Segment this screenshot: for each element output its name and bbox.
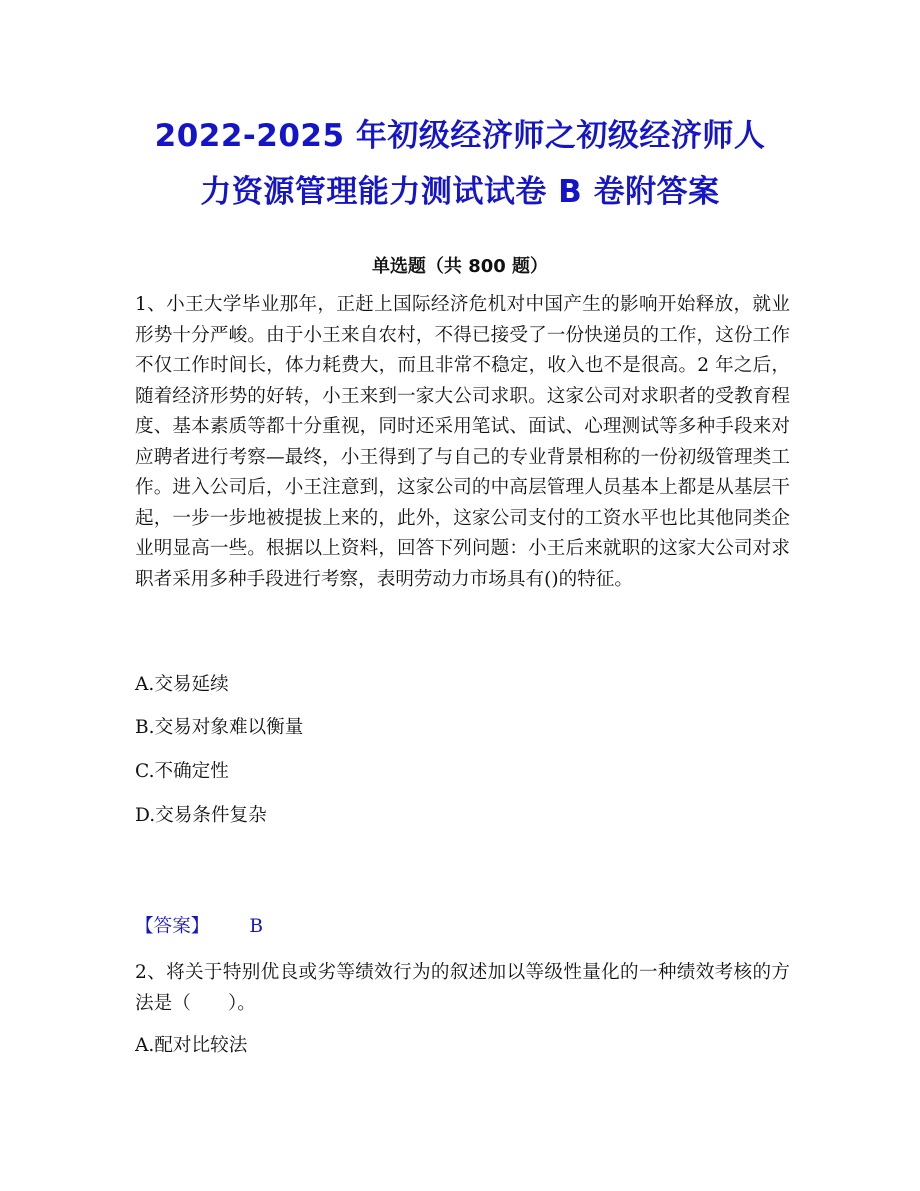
- question-2-option-a: A.配对比较法: [135, 1035, 248, 1056]
- answer-value: B: [249, 916, 263, 937]
- section-title: 单选题（共 800 题）: [371, 256, 549, 277]
- question-1-option-a: A.交易延续: [135, 674, 229, 695]
- title-line-2: 力资源管理能力测试试卷 B 卷附答案: [200, 174, 720, 210]
- question-1-answer: [135, 913, 263, 941]
- title-line-1: 2022-2025 年初级经济师之初级经济师人: [154, 118, 766, 154]
- question-1-option-c: C.不确定性: [135, 761, 229, 782]
- answer-label: 【答案】: [135, 916, 210, 937]
- document-title: [60, 108, 860, 220]
- question-1-option-b: B.交易对象难以衡量: [135, 717, 304, 738]
- question-2-text: 2、将关于特别优良或劣等绩效行为的叙述加以等级性量化的一种绩效考核的方法是（ ）。: [135, 962, 790, 1014]
- question-1-text: 1、小王大学毕业那年，正赶上国际经济危机对中国产生的影响开始释放，就业形势十分严峻。由于小王来自农村，不得已接受了一份快递员的工作，这份工作不仅工作时间长，体力耗费大，而且非常不稳定，收入也不是很高。2 年之后，随着经济形势的好转，小王来到一家大公司求职。这家公司对求职者的受教育程度、基本素质等都十分重视，同时还采用笔试、面试、心理测试等多种手段来对应聘者进行考察—最终，小王得到了与自己的专业背景相称的一份初级管理类工作。进入公司后，小王注意到，这家公司的中高层管理人员基本上都是从基层干起，一步一步地被提拔上来的，此外，这家公司支付的工资水平也比其他同类企业明显高一些。根据以上资料，回答下列问题：小王后来就职的这家大公司对求职者采用多种手段进行考察，表明劳动力市场具有()的特征。: [135, 294, 790, 590]
- question-1-option-d: D.交易条件复杂: [135, 805, 267, 826]
